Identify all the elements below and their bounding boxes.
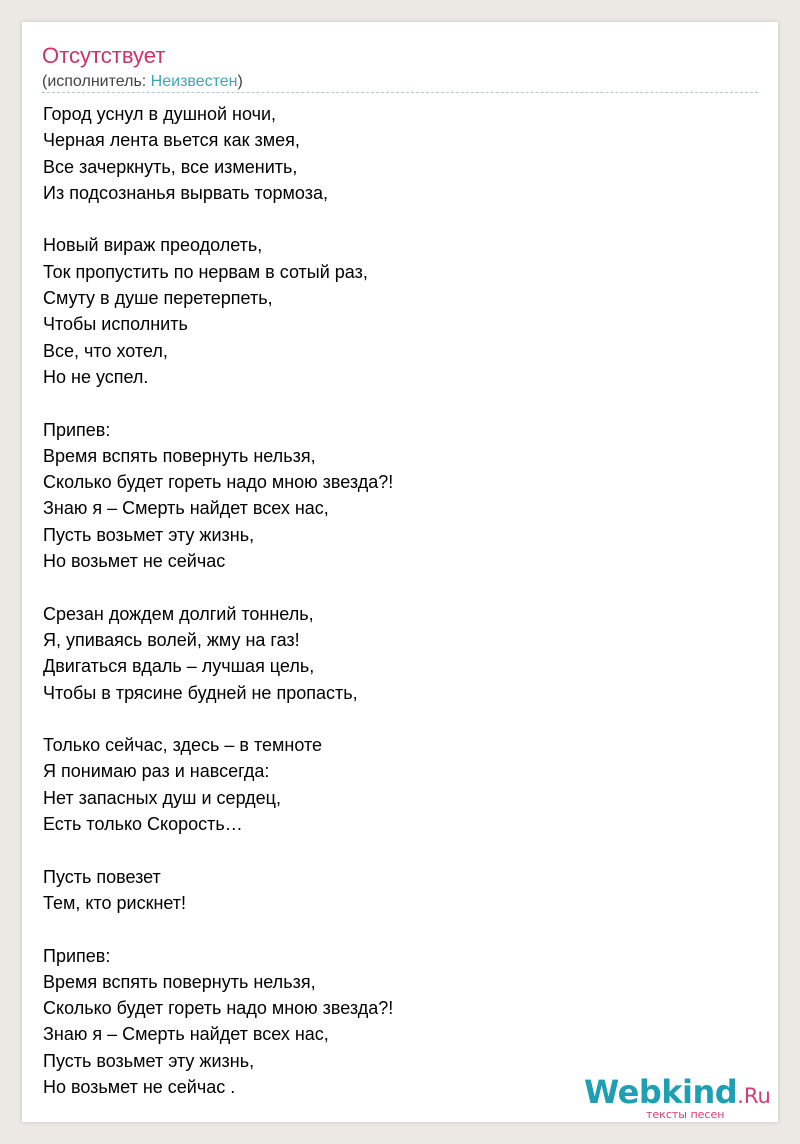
lyric-line: Сколько будет гореть надо мною звезда?! <box>43 998 394 1019</box>
lyric-line: Все зачеркнуть, все изменить, <box>43 156 298 177</box>
lyric-line: Двигаться вдаль – лучшая цель, <box>43 656 315 677</box>
lyric-line: Я понимаю раз и навсегда: <box>43 761 270 782</box>
lyric-line: Новый вираж преодолеть, <box>43 235 263 256</box>
lyric-line: Но возьмет не сейчас . <box>43 1076 236 1097</box>
lyric-line: Все, что хотел, <box>43 340 168 361</box>
lyric-line: Я, упиваясь волей, жму на газ! <box>43 629 300 650</box>
logo-tld: .Ru <box>737 1084 771 1108</box>
lyrics-text <box>43 101 759 1100</box>
lyric-line: Пусть возьмет эту жизнь, <box>43 524 255 545</box>
logo-tagline: тексты песен <box>646 1108 725 1121</box>
lyric-line: Срезан дождем долгий тоннель, <box>43 603 314 624</box>
lyric-line: Ток пропустить по нервам в сотый раз, <box>43 261 368 282</box>
logo-name: Webkind <box>584 1073 738 1111</box>
title-divider <box>42 92 758 93</box>
lyric-blank-line <box>43 837 759 863</box>
lyric-blank-line <box>43 706 759 732</box>
lyric-line: Тем, кто рискнет! <box>43 892 187 913</box>
song-title: Отсутствует <box>42 43 166 68</box>
lyric-line: Нет запасных душ и сердец, <box>43 787 281 808</box>
lyric-blank-line <box>43 390 759 416</box>
lyric-blank-line <box>43 916 759 942</box>
lyric-line: Сколько будет гореть надо мною звезда?! <box>43 472 394 493</box>
lyric-line: Только сейчас, здесь – в темноте <box>43 735 322 756</box>
lyric-line: Знаю я – Смерть найдет всех нас, <box>43 498 329 519</box>
lyric-line: Пусть возьмет эту жизнь, <box>43 1050 255 1071</box>
lyric-line: Из подсознанья вырвать тормоза, <box>43 182 328 203</box>
lyric-blank-line <box>43 574 759 600</box>
lyric-line: Время вспять повернуть нельзя, <box>43 971 316 992</box>
lyric-line: Время вспять повернуть нельзя, <box>43 445 316 466</box>
lyric-line: Пусть повезет <box>43 866 161 887</box>
lyric-line: Смуту в душе перетерпеть, <box>43 288 273 309</box>
artist-suffix: ) <box>237 73 243 90</box>
lyric-line: Чтобы исполнить <box>43 314 188 335</box>
lyric-line: Знаю я – Смерть найдет всех нас, <box>43 1024 329 1045</box>
artist-line <box>42 72 243 92</box>
lyric-line: Припев: <box>43 419 111 440</box>
lyric-line: Но не успел. <box>43 366 149 387</box>
lyric-blank-line <box>43 206 759 232</box>
lyrics-sheet <box>22 22 778 1122</box>
lyric-line: Есть только Скорость… <box>43 814 243 835</box>
lyric-line: Чтобы в трясине будней не пропасть, <box>43 682 358 703</box>
webkind-logo[interactable] <box>584 1073 771 1121</box>
lyric-line: Черная лента вьется как змея, <box>43 130 300 151</box>
artist-link[interactable]: Неизвестен <box>150 73 238 90</box>
lyric-line: Припев: <box>43 945 111 966</box>
lyric-line: Но возьмет не сейчас <box>43 551 226 572</box>
lyric-line: Город уснул в душной ночи, <box>43 104 277 124</box>
artist-prefix: (исполнитель: <box>42 73 151 90</box>
